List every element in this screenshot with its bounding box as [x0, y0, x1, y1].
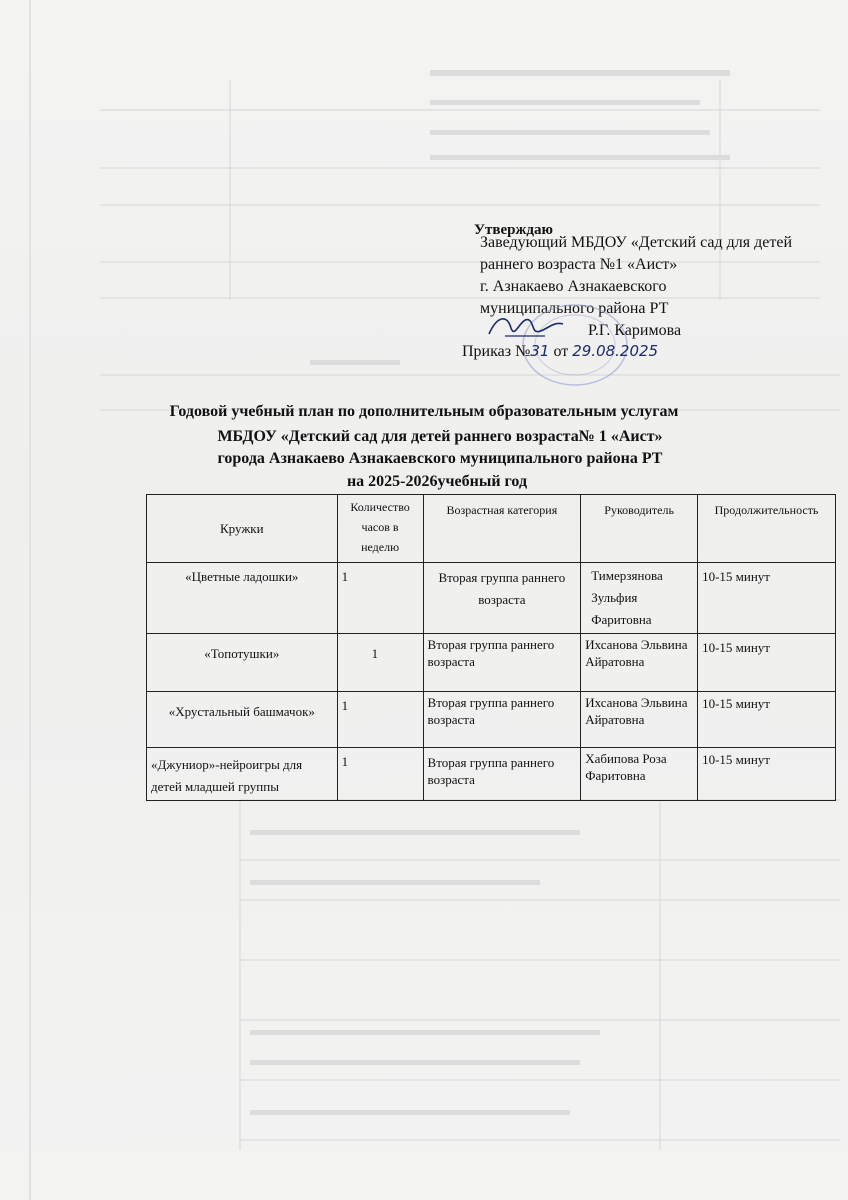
document-title-line-2: МБДОУ «Детский сад для детей раннего возраста№ 1 «Аист»: [217, 428, 663, 445]
approval-position-line-4: муниципального района РТ: [480, 300, 669, 317]
circle-leader: Ихсанова Эльвина Айратовна: [581, 634, 698, 692]
order-number: 31: [530, 342, 550, 360]
header-hours: Количество часов в неделю: [337, 495, 423, 563]
circle-age: Вторая группа раннего возраста: [423, 748, 581, 801]
document-title-line-3: города Азнакаево Азнакаевского муниципального района РТ: [217, 450, 663, 467]
order-from: от: [553, 343, 569, 360]
circle-name: «Цветные ладошки»: [147, 563, 338, 634]
circle-hours: 1: [337, 692, 423, 748]
circle-name: «Хрустальный башмачок»: [147, 692, 338, 748]
circle-duration: 10-15 минут: [698, 563, 836, 634]
document-title-line-4: на 2025-2026учебный год: [346, 473, 528, 490]
approval-title: Утверждаю: [474, 222, 553, 238]
circle-duration: 10-15 минут: [698, 634, 836, 692]
circle-duration: 10-15 минут: [698, 748, 836, 801]
order-line: [462, 340, 658, 363]
circle-leader: Тимерзянова Зульфия Фаритовна: [581, 563, 698, 634]
circle-name: «Топотушки»: [147, 634, 338, 692]
circle-leader: Хабипова Роза Фаритовна: [581, 748, 698, 801]
approval-position-line-3: г. Азнакаево Азнакаевского: [480, 278, 667, 295]
study-plan-table: [146, 494, 836, 801]
circle-hours: 1: [337, 634, 423, 692]
circle-name: «Джуниор»-нейроигры для детей младшей группы: [147, 748, 338, 801]
approval-position-line-1: Заведующий МБДОУ «Детский сад для детей: [480, 234, 793, 251]
header-leader: Руководитель: [581, 495, 698, 563]
approval-position-line-2: раннего возраста №1 «Аист»: [480, 256, 678, 273]
header-circles: Кружки: [147, 495, 338, 563]
table-row: [147, 634, 836, 692]
circle-age: Вторая группа раннего возраста: [423, 634, 581, 692]
document-title-line-1: Годовой учебный план по дополнительным образовательным услугам: [169, 403, 679, 420]
circle-hours: 1: [337, 563, 423, 634]
circle-hours: 1: [337, 748, 423, 801]
circle-age: Вторая группа раннего возраста: [423, 563, 581, 634]
table-row: [147, 748, 836, 801]
order-label: Приказ №: [462, 343, 531, 360]
header-age: Возрастная категория: [423, 495, 581, 563]
table-row: [147, 692, 836, 748]
header-duration: Продолжительность: [698, 495, 836, 563]
table-row: [147, 563, 836, 634]
approver-name: Р.Г. Каримова: [588, 322, 682, 339]
table-header-row: [147, 495, 836, 563]
circle-age: Вторая группа раннего возраста: [423, 692, 581, 748]
circle-leader: Ихсанова Эльвина Айратовна: [581, 692, 698, 748]
order-date: 29.08.2025: [572, 342, 659, 360]
circle-duration: 10-15 минут: [698, 692, 836, 748]
